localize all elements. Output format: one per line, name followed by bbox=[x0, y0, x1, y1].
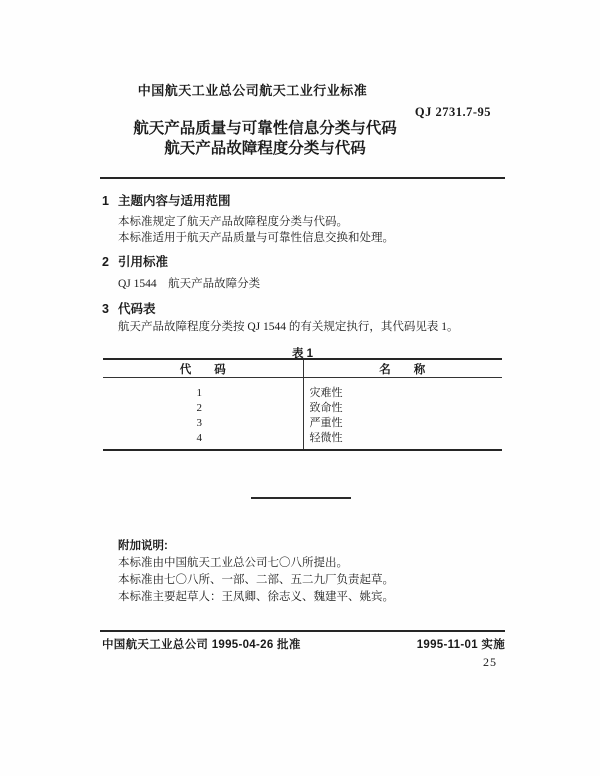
end-of-text-divider bbox=[251, 497, 351, 499]
footer-divider bbox=[100, 630, 505, 632]
page-number: 25 bbox=[483, 655, 497, 669]
section-heading-label: 引用标准 bbox=[118, 255, 169, 269]
approval-info: 中国航天工业总公司 1995-04-26 批准 bbox=[102, 639, 301, 651]
column-header-code: 代 码 bbox=[179, 363, 226, 376]
document-content bbox=[100, 0, 505, 776]
code-cell: 2 bbox=[196, 402, 202, 414]
name-cell: 灾难性 bbox=[309, 387, 343, 399]
note-line: 本标准主要起草人：王凤卿、徐志义、魏建平、姚宾。 bbox=[118, 591, 394, 603]
table-caption: 表 1 bbox=[291, 348, 314, 360]
section-heading-label: 主题内容与适用范围 bbox=[118, 194, 231, 208]
note-line: 本标准由中国航天工业总公司七〇八所提出。 bbox=[118, 557, 348, 569]
code-table bbox=[103, 358, 502, 451]
code-cell: 3 bbox=[196, 417, 202, 429]
section-number: 1 bbox=[102, 194, 109, 208]
section-heading-label: 代码表 bbox=[118, 302, 156, 316]
paragraph: 航天产品故障程度分类按 QJ 1544 的有关规定执行，其代码见表 1。 bbox=[118, 321, 459, 333]
title-line-1: 航天产品质量与可靠性信息分类与代码 bbox=[133, 120, 397, 137]
standard-number: QJ 2731.7-95 bbox=[414, 105, 491, 119]
section-scope-paragraphs bbox=[118, 215, 394, 246]
name-cell: 轻微性 bbox=[309, 432, 343, 444]
paragraph: QJ 1544 航天产品故障分类 bbox=[118, 278, 261, 290]
notes-title: 附加说明: bbox=[118, 540, 168, 552]
title-line-2: 航天产品故障程度分类与代码 bbox=[164, 140, 366, 157]
paragraph: 本标准适用于航天产品质量与可靠性信息交换和处理。 bbox=[118, 231, 394, 244]
standard-org-header: 中国航天工业总公司航天工业行业标准 bbox=[137, 83, 368, 98]
section-heading-code-table bbox=[102, 299, 156, 317]
section-code-table-paragraphs bbox=[118, 320, 459, 336]
table-column-divider bbox=[303, 360, 305, 449]
section-number: 2 bbox=[102, 255, 109, 269]
section-heading-scope bbox=[102, 191, 231, 209]
implementation-info: 1995-11-01 实施 bbox=[416, 639, 505, 651]
section-number: 3 bbox=[102, 302, 109, 316]
section-heading-references bbox=[102, 252, 168, 270]
name-cell: 严重性 bbox=[309, 417, 343, 429]
paragraph: 本标准规定了航天产品故障程度分类与代码。 bbox=[118, 216, 348, 228]
column-header-name: 名 称 bbox=[379, 363, 426, 376]
section-references-paragraphs bbox=[118, 277, 260, 293]
note-line: 本标准由七〇八所、一部、二部、五二九厂负责起草。 bbox=[118, 574, 394, 586]
name-cell: 致命性 bbox=[309, 402, 343, 414]
header-divider bbox=[100, 177, 505, 179]
code-cell: 4 bbox=[196, 432, 202, 444]
code-cell: 1 bbox=[196, 387, 202, 399]
additional-notes bbox=[118, 538, 394, 606]
document-title bbox=[100, 119, 430, 159]
